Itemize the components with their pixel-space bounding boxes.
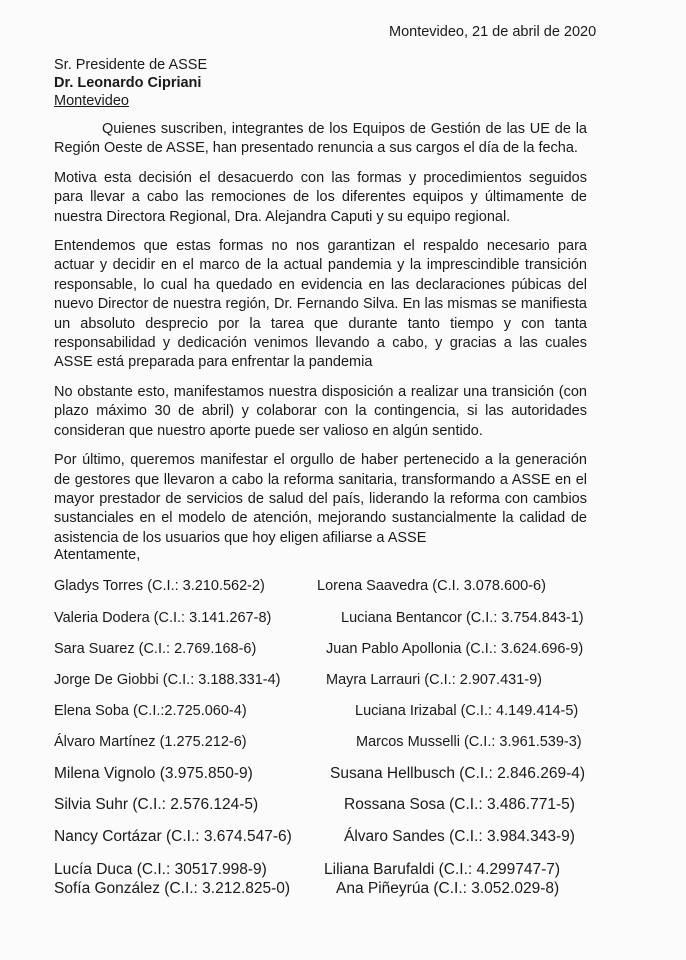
recipient-name: Dr. Leonardo Cipriani — [54, 75, 202, 91]
signatory-right: Rossana Sosa (C.I.: 3.486.771-5) — [344, 796, 575, 813]
signatory-left: Silvia Suhr (C.I.: 2.576.124-5) — [54, 796, 259, 813]
signatory-right: Luciana Irizabal (C.I.: 4.149.414-5) — [355, 703, 579, 719]
signatory-right: Álvaro Sandes (C.I.: 3.984.343-9) — [344, 828, 575, 845]
signatory-right: Luciana Bentancor (C.I.: 3.754.843-1) — [341, 610, 584, 626]
paragraph-3: Entendemos que estas formas no nos garantizan el respaldo necesario para actuar y decidir en el marco de la actual pandemia y la imprescindible transición responsable, lo cual ha quedado en evidencia en las declaraciones púbicas del nuevo Director de nuestra región, Dr. Fernando Silva. En las mismas se manifiesta un absoluto desprecio por la tarea que durante tanto tiempo y con tanta responsabilidad y dedicación venimos llevando a cabo, y gracias a las cuales ASSE está preparada para enfrentar la pandemia — [54, 238, 587, 371]
signatory-left: Sara Suarez (C.I.: 2.769.168-6) — [54, 641, 257, 657]
letter-body — [54, 120, 587, 558]
signatory-right: Ana Piñeyrúa (C.I.: 3.052.029-8) — [336, 880, 560, 897]
closing: Atentamente, — [54, 547, 141, 563]
recipient-block — [54, 56, 207, 110]
signatory-left: Nancy Cortázar (C.I.: 3.674.547-6) — [54, 828, 292, 845]
signatory-left: Milena Vignolo (3.975.850-9) — [54, 765, 253, 782]
signatory-left: Lucía Duca (C.I.: 30517.998-9) — [54, 861, 267, 878]
signatory-right: Juan Pablo Apollonia (C.I.: 3.624.696-9) — [326, 641, 584, 657]
signatory-left: Elena Soba (C.I.:2.725.060-4) — [54, 703, 247, 719]
signatory-left: Gladys Torres (C.I.: 3.210.562-2) — [54, 578, 265, 594]
paragraph-1: Quienes suscriben, integrantes de los Equipos de Gestión de las UE de la Región Oeste de ASSE, han presentado renuncia a sus cargos el día de la fecha. — [54, 121, 587, 157]
signatory-right: Lorena Saavedra (C.I. 3.078.600-6) — [317, 578, 546, 594]
paragraph-5: Por último, queremos manifestar el orgullo de haber pertenecido a la generación de gestores que llevaron a cabo la reforma sanitaria, transformando a ASSE en el mayor prestador de servicios de salud del país, liderando la reforma con cambios sustanciales en el modelo de atención, mejorando sustancialmente la calidad de asistencia de los usuarios que hoy eligen afiliarse a ASSE — [54, 452, 587, 546]
signatory-left: Sofía González (C.I.: 3.212.825-0) — [54, 880, 291, 897]
letter-date: Montevideo, 21 de abril de 2020 — [389, 24, 597, 40]
signatory-left: Jorge De Giobbi (C.I.: 3.188.331-4) — [54, 672, 281, 688]
signatory-right: Liliana Barufaldi (C.I.: 4.299747-7) — [324, 861, 561, 878]
recipient-city: Montevideo — [54, 93, 129, 109]
signatory-left: Álvaro Martínez (1.275.212-6) — [54, 734, 247, 750]
signatory-right: Mayra Larrauri (C.I.: 2.907.431-9) — [326, 672, 542, 688]
paragraph-2: Motiva esta decisión el desacuerdo con las formas y procedimientos seguidos para llevar a cabo las remociones de los diferentes equipos y últimamente de nuestra Directora Regional, Dra. Alejandra Caputi y su equipo regional. — [54, 169, 587, 225]
recipient-title: Sr. Presidente de ASSE — [54, 57, 208, 73]
signatory-right: Marcos Musselli (C.I.: 3.961.539-3) — [356, 734, 582, 750]
signatory-right: Susana Hellbusch (C.I.: 2.846.269-4) — [330, 765, 586, 782]
paragraph-4: No obstante esto, manifestamos nuestra disposición a realizar una transición (con plazo máximo 30 de abril) y colaborar con la contingencia, si las autoridades consideran que nuestro aporte puede ser valioso en algún sentido. — [54, 383, 587, 439]
signatory-left: Valeria Dodera (C.I.: 3.141.267-8) — [54, 610, 272, 626]
